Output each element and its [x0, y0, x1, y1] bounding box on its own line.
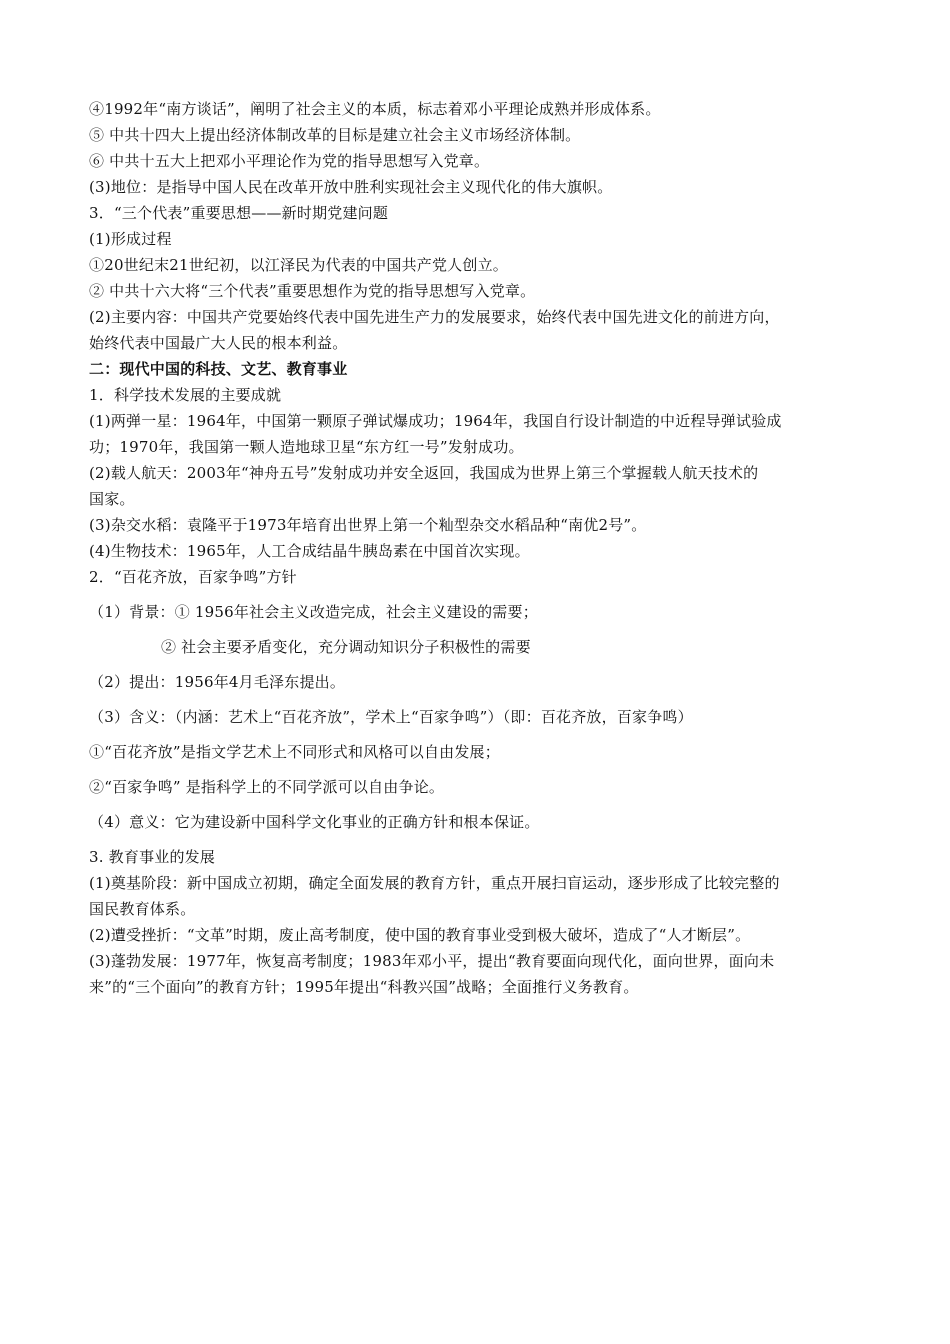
text-line: ② 中共十六大将“三个代表”重要思想作为党的指导思想写入党章。 — [89, 282, 536, 300]
text-line: ⑥ 中共十五大上把邓小平理论作为党的指导思想写入党章。 — [89, 152, 490, 170]
text-line: (1)奠基阶段：新中国成立初期，确定全面发展的教育方针，重点开展扫盲运动，逐步形成了比较完整的 — [89, 874, 780, 892]
text-line: 国民教育体系。 — [89, 900, 196, 918]
chapter-heading: 二：现代中国的科技、文艺、教育事业 — [89, 360, 348, 378]
text-line: （4）意义：它为建设新中国科学文化事业的正确方针和根本保证。 — [89, 813, 540, 831]
text-line: ②“百家争鸣” 是指科学上的不同学派可以自由争论。 — [89, 778, 445, 796]
text-line: ①20世纪末21世纪初，以江泽民为代表的中国共产党人创立。 — [89, 256, 508, 274]
text-line: ⑤ 中共十四大上提出经济体制改革的目标是建立社会主义市场经济体制。 — [89, 126, 581, 144]
text-line: ①“百花齐放”是指文学艺术上不同形式和风格可以自由发展； — [89, 743, 500, 761]
text-line: (4)生物技术：1965年，人工合成结晶牛胰岛素在中国首次实现。 — [89, 542, 530, 560]
text-line: ② 社会主要矛盾变化，充分调动知识分子积极性的需要 — [161, 638, 531, 656]
section-heading: 1．科学技术发展的主要成就 — [89, 386, 282, 404]
text-line: （2）提出：1956年4月毛泽东提出。 — [89, 673, 346, 691]
text-line: 来”的“三个面向”的教育方针；1995年提出“科教兴国”战略；全面推行义务教育。 — [89, 978, 639, 996]
text-line: (1)形成过程 — [89, 230, 172, 248]
text-line: （3）含义：（内涵：艺术上“百花齐放”，学术上“百家争鸣”）（即：百花齐放，百家争鸣） — [89, 708, 693, 726]
text-line: (3)杂交水稻：袁隆平于1973年培育出世界上第一个籼型杂交水稻品种“南优2号”。 — [89, 516, 647, 534]
text-line: ④1992年“南方谈话”，阐明了社会主义的本质，标志着邓小平理论成熟并形成体系。 — [89, 100, 661, 118]
section-heading: 3．“三个代表”重要思想——新时期党建问题 — [89, 204, 389, 222]
text-line: 国家。 — [89, 490, 135, 508]
text-line: (3)蓬勃发展：1977年，恢复高考制度；1983年邓小平，提出“教育要面向现代化，面向世界，面向未 — [89, 952, 775, 970]
text-line: （1）背景：① 1956年社会主义改造完成，社会主义建设的需要； — [89, 603, 538, 621]
section-heading: 2．“百花齐放，百家争鸣”方针 — [89, 568, 297, 586]
text-line: (1)两弹一星：1964年，中国第一颗原子弹试爆成功；1964年，我国自行设计制造的中近程导弹试验成 — [89, 412, 782, 430]
text-line: (2)遭受挫折：“文革”时期，废止高考制度，使中国的教育事业受到极大破坏，造成了“人才断层”。 — [89, 926, 751, 944]
text-line: (2)主要内容：中国共产党要始终代表中国先进生产力的发展要求，始终代表中国先进文化的前进方向， — [89, 308, 780, 326]
text-line: 功；1970年，我国第一颗人造地球卫星“东方红一号”发射成功。 — [89, 438, 524, 456]
text-line: (3)地位：是指导中国人民在改革开放中胜利实现社会主义现代化的伟大旗帜。 — [89, 178, 613, 196]
section-heading: 3. 教育事业的发展 — [89, 848, 216, 866]
document-page — [89, 96, 864, 1000]
text-line: 始终代表中国最广大人民的根本利益。 — [89, 334, 348, 352]
text-line: (2)载人航天：2003年“神舟五号”发射成功并安全返回，我国成为世界上第三个掌握载人航天技术的 — [89, 464, 759, 482]
